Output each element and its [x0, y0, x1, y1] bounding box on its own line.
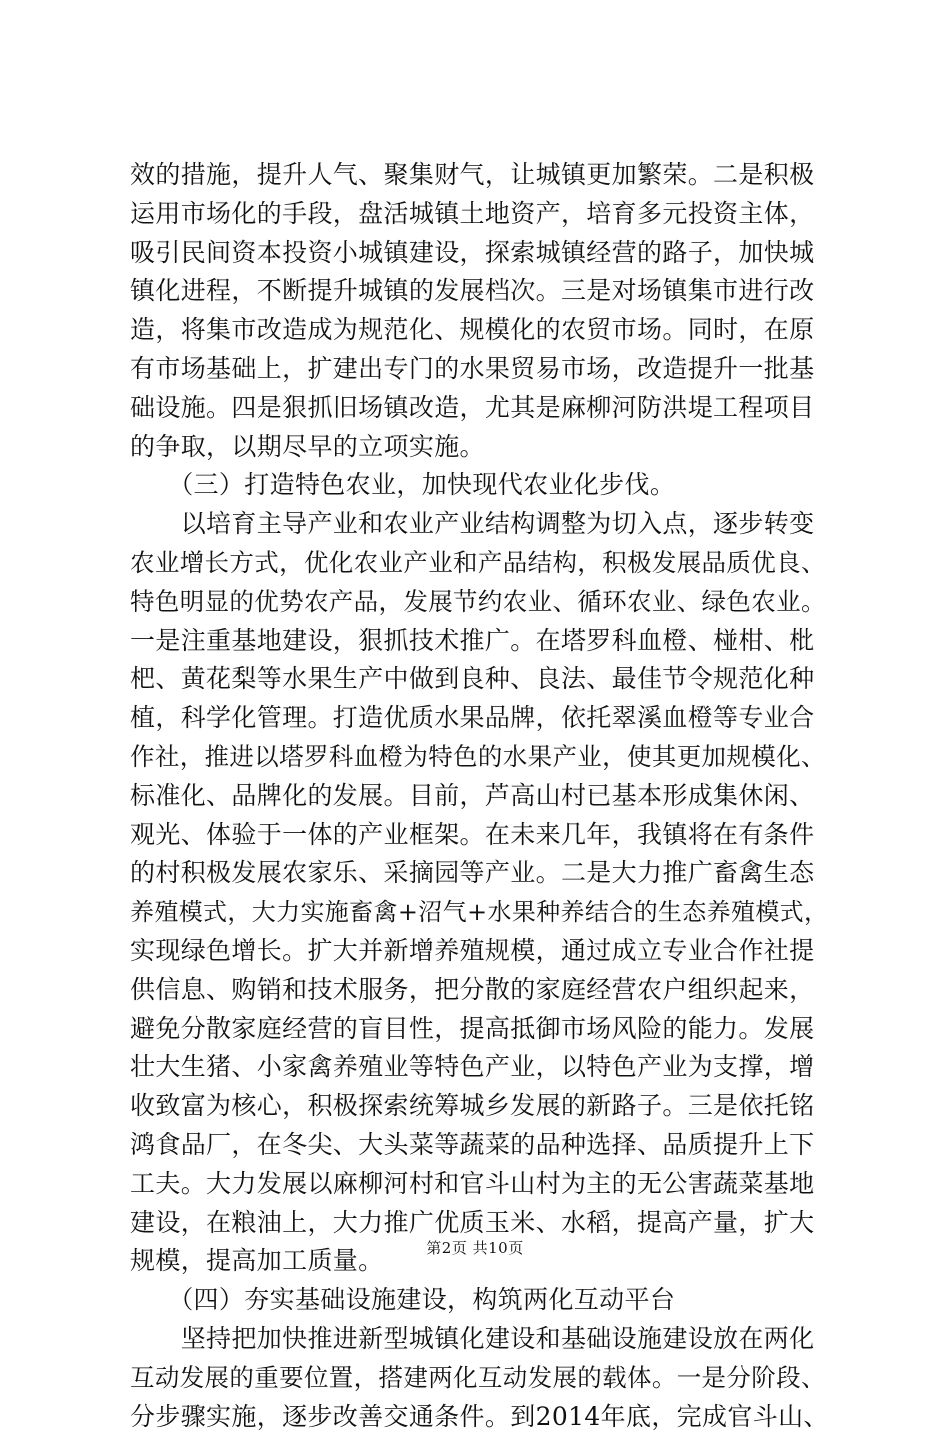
text-line: （三）打造特色农业，加快现代农业化步伐。 — [130, 466, 830, 505]
text-line: 效的措施，提升人气、聚集财气，让城镇更加繁荣。二是积极 — [130, 156, 830, 195]
text-line: 造，将集市改造成为规范化、规模化的农贸市场。同时，在原 — [130, 311, 830, 350]
text-line: 的村积极发展农家乐、采摘园等产业。二是大力推广畜禽生态 — [130, 854, 830, 893]
text-line: 工夫。大力发展以麻柳河村和官斗山村为主的无公害蔬菜基地 — [130, 1165, 830, 1204]
text-line: 建设，在粮油上，大力推广优质玉米、水稻，提高产量，扩大 — [130, 1204, 830, 1243]
text-line: 分步骤实施，逐步改善交通条件。到2014年底，完成官斗山、 — [130, 1398, 830, 1436]
text-line: 镇化进程，不断提升城镇的发展档次。三是对场镇集市进行改 — [130, 272, 830, 311]
text-line: 农业增长方式，优化农业产业和产品结构，积极发展品质优良、 — [130, 544, 830, 583]
text-line: 壮大生猪、小家禽养殖业等特色产业，以特色产业为支撑，增 — [130, 1048, 830, 1087]
text-line: 吸引民间资本投资小城镇建设，探索城镇经营的路子，加快城 — [130, 234, 830, 273]
text-line: 特色明显的优势农产品，发展节约农业、循环农业、绿色农业。 — [130, 583, 830, 622]
text-line: 有市场基础上，扩建出专门的水果贸易市场，改造提升一批基 — [130, 350, 830, 389]
text-line: 供信息、购销和技术服务，把分散的家庭经营农户组织起来， — [130, 971, 830, 1010]
text-line: 观光、体验于一体的产业框架。在未来几年，我镇将在有条件 — [130, 816, 830, 855]
text-line: 养殖模式，大力实施畜禽+沼气+水果种养结合的生态养殖模式， — [130, 893, 830, 932]
text-line: 植，科学化管理。打造优质水果品牌，依托翠溪血橙等专业合 — [130, 699, 830, 738]
page-footer: 第2页 共10页 — [0, 1238, 950, 1258]
text-line: 标准化、品牌化的发展。目前，芦高山村已基本形成集休闲、 — [130, 777, 830, 816]
text-line: 作社，推进以塔罗科血橙为特色的水果产业，使其更加规模化、 — [130, 738, 830, 777]
text-line: 杷、黄花梨等水果生产中做到良种、良法、最佳节令规范化种 — [130, 660, 830, 699]
text-line: 础设施。四是狠抓旧场镇改造，尤其是麻柳河防洪堤工程项目 — [130, 389, 830, 428]
text-line: 鸿食品厂，在冬尖、大头菜等蔬菜的品种选择、品质提升上下 — [130, 1126, 830, 1165]
text-line: 实现绿色增长。扩大并新增养殖规模，通过成立专业合作社提 — [130, 932, 830, 971]
text-line: 互动发展的重要位置，搭建两化互动发展的载体。一是分阶段、 — [130, 1359, 830, 1398]
text-line: 收致富为核心，积极探索统筹城乡发展的新路子。三是依托铭 — [130, 1087, 830, 1126]
text-line: 的争取，以期尽早的立项实施。 — [130, 428, 830, 467]
text-line: 规模，提高加工质量。 — [130, 1242, 830, 1281]
text-line: 以培育主导产业和农业产业结构调整为切入点，逐步转变 — [130, 505, 830, 544]
text-line: 运用市场化的手段，盘活城镇土地资产，培育多元投资主体， — [130, 195, 830, 234]
text-line: 避免分散家庭经营的盲目性，提高抵御市场风险的能力。发展 — [130, 1010, 830, 1049]
text-line: 一是注重基地建设，狠抓技术推广。在塔罗科血橙、椪柑、枇 — [130, 622, 830, 661]
text-line: 坚持把加快推进新型城镇化建设和基础设施建设放在两化 — [130, 1320, 830, 1359]
text-line: （四）夯实基础设施建设，构筑两化互动平台 — [130, 1281, 830, 1320]
